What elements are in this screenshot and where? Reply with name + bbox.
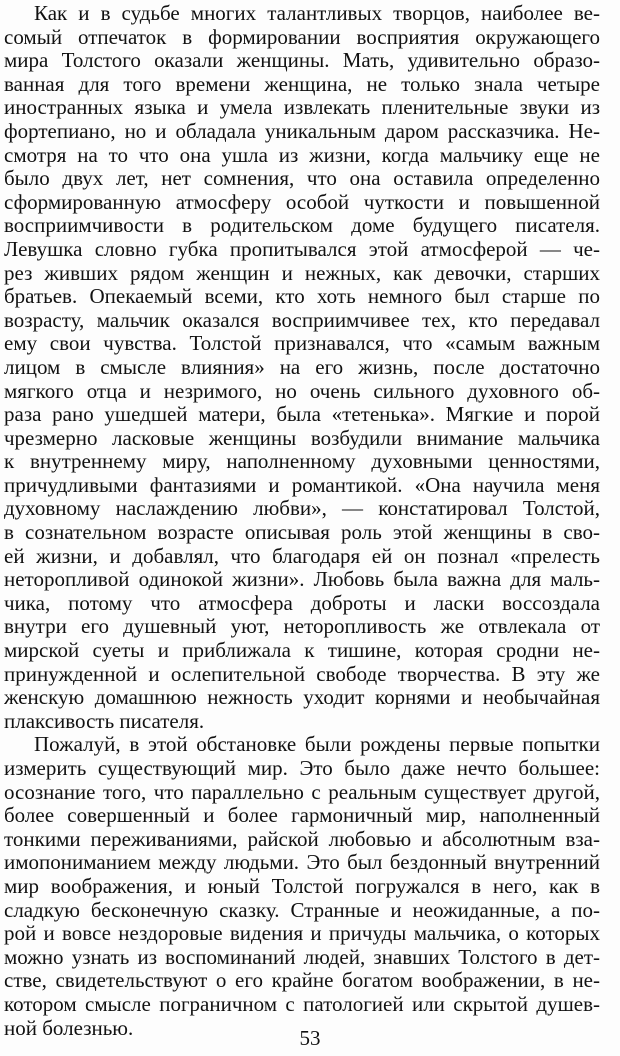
text-line: Левушка словно губка пропитывался этой атмосферой — че- [4,237,600,261]
text-line: иностранных языка и умела извлекать пленительные звуки из [4,96,600,120]
text-line: Пожалуй, в этой обстановке были рождены первые попытки [34,733,600,757]
page-number: 53 [299,1026,321,1050]
text-line: мирской суеты и приближала к тишине, которая сродни не- [4,639,600,663]
body-text [4,2,600,1040]
text-line: сомый отпечаток в формировании восприятия окружающего [4,25,600,49]
text-line: более совершенный и более гармоничный мир, наполненный [4,804,600,828]
text-line: чика, потому что атмосфера доброты и ласки воссоздала [4,591,600,615]
text-line: духовному наслаждению любви», — констатировал Толстой, [4,497,600,521]
text-line: осознание того, что параллельно с реальным существует другой, [4,780,600,804]
text-line: ной болезнью. [4,1016,134,1040]
text-line: мира Толстого оказали женщины. Мать, удивительно образо- [4,49,600,73]
text-line: мягкого отца и незримого, но очень сильного духовного об- [4,379,600,403]
text-line: тонкими переживаниями, райской любовью и абсолютным вза- [4,827,600,851]
text-line: котором смысле пограничном с патологией или скрытой душев- [4,992,600,1016]
text-line: в сознательном возрасте описывая роль этой женщины в сво- [4,521,600,545]
text-line: женскую домашнюю нежность уходит корнями и необычайная [4,686,600,710]
text-line: неторопливой одинокой жизни». Любовь была важна для маль- [4,568,600,592]
text-line: смотря на то что она ушла из жизни, когда мальчику еще не [4,143,600,167]
text-line: Как и в судьбе многих талантливых творцов, наиболее ве- [34,2,600,25]
text-line: можно узнать из воспоминаний людей, знавших Толстого в дет- [4,945,600,969]
text-line: стве, свидетельствуют о его крайне богатом воображении, в не- [4,969,600,993]
text-line: мир воображения, и юный Толстой погружался в него, как в [4,874,600,898]
text-line: сформированную атмосферу особой чуткости и повышенной [4,190,600,214]
text-line: рой и вовсе нездоровые видения и причуды мальчика, о которых [4,922,600,946]
text-line: чрезмерно ласковые женщины возбудили внимание мальчика [4,426,600,450]
text-line: ей жизни, и добавлял, что благодаря ей он познал «прелесть [4,544,600,568]
text-line: имопониманием между людьми. Это был бездонный внутренний [4,851,600,875]
text-line: плаксивость писателя. [4,709,205,733]
text-line: было двух лет, нет сомнения, что она оставила определенно [4,167,600,191]
text-line: раза рано ушедшей матери, была «тетенька». Мягкие и порой [4,403,600,427]
text-line: братьев. Опекаемый всеми, кто хоть немного был старше по [4,285,600,309]
text-line: фортепиано, но и обладала уникальным даром рассказчика. Не- [4,119,600,143]
text-line: внутри его душевный уют, неторопливость же отвлекала от [4,615,600,639]
text-line: измерить существующий мир. Это было даже нечто большее: [4,757,600,780]
text-line: рез живших рядом женщин и нежных, как девочки, старших [4,261,600,285]
text-line: возрасту, мальчик оказался восприимчивее тех, кто передавал [4,308,600,332]
text-line: ванная для того времени женщина, не только знала четыре [4,72,600,96]
text-line: лицом в смысле влияния» на его жизнь, после достаточно [4,355,600,379]
text-line: принужденной и ослепительной свободе творчества. В эту же [4,662,600,686]
text-line: восприимчивости в родительском доме будущего писателя. [4,214,600,238]
text-line: ему свои чувства. Толстой признавался, что «самым важным [4,332,600,356]
text-line: сладкую бесконечную сказку. Странные и неожиданные, а по- [4,898,600,922]
text-line: причудливыми фантазиями и романтикой. «Она научила меня [4,473,600,497]
text-line: к внутреннему миру, наполненному духовными ценностями, [4,450,600,474]
